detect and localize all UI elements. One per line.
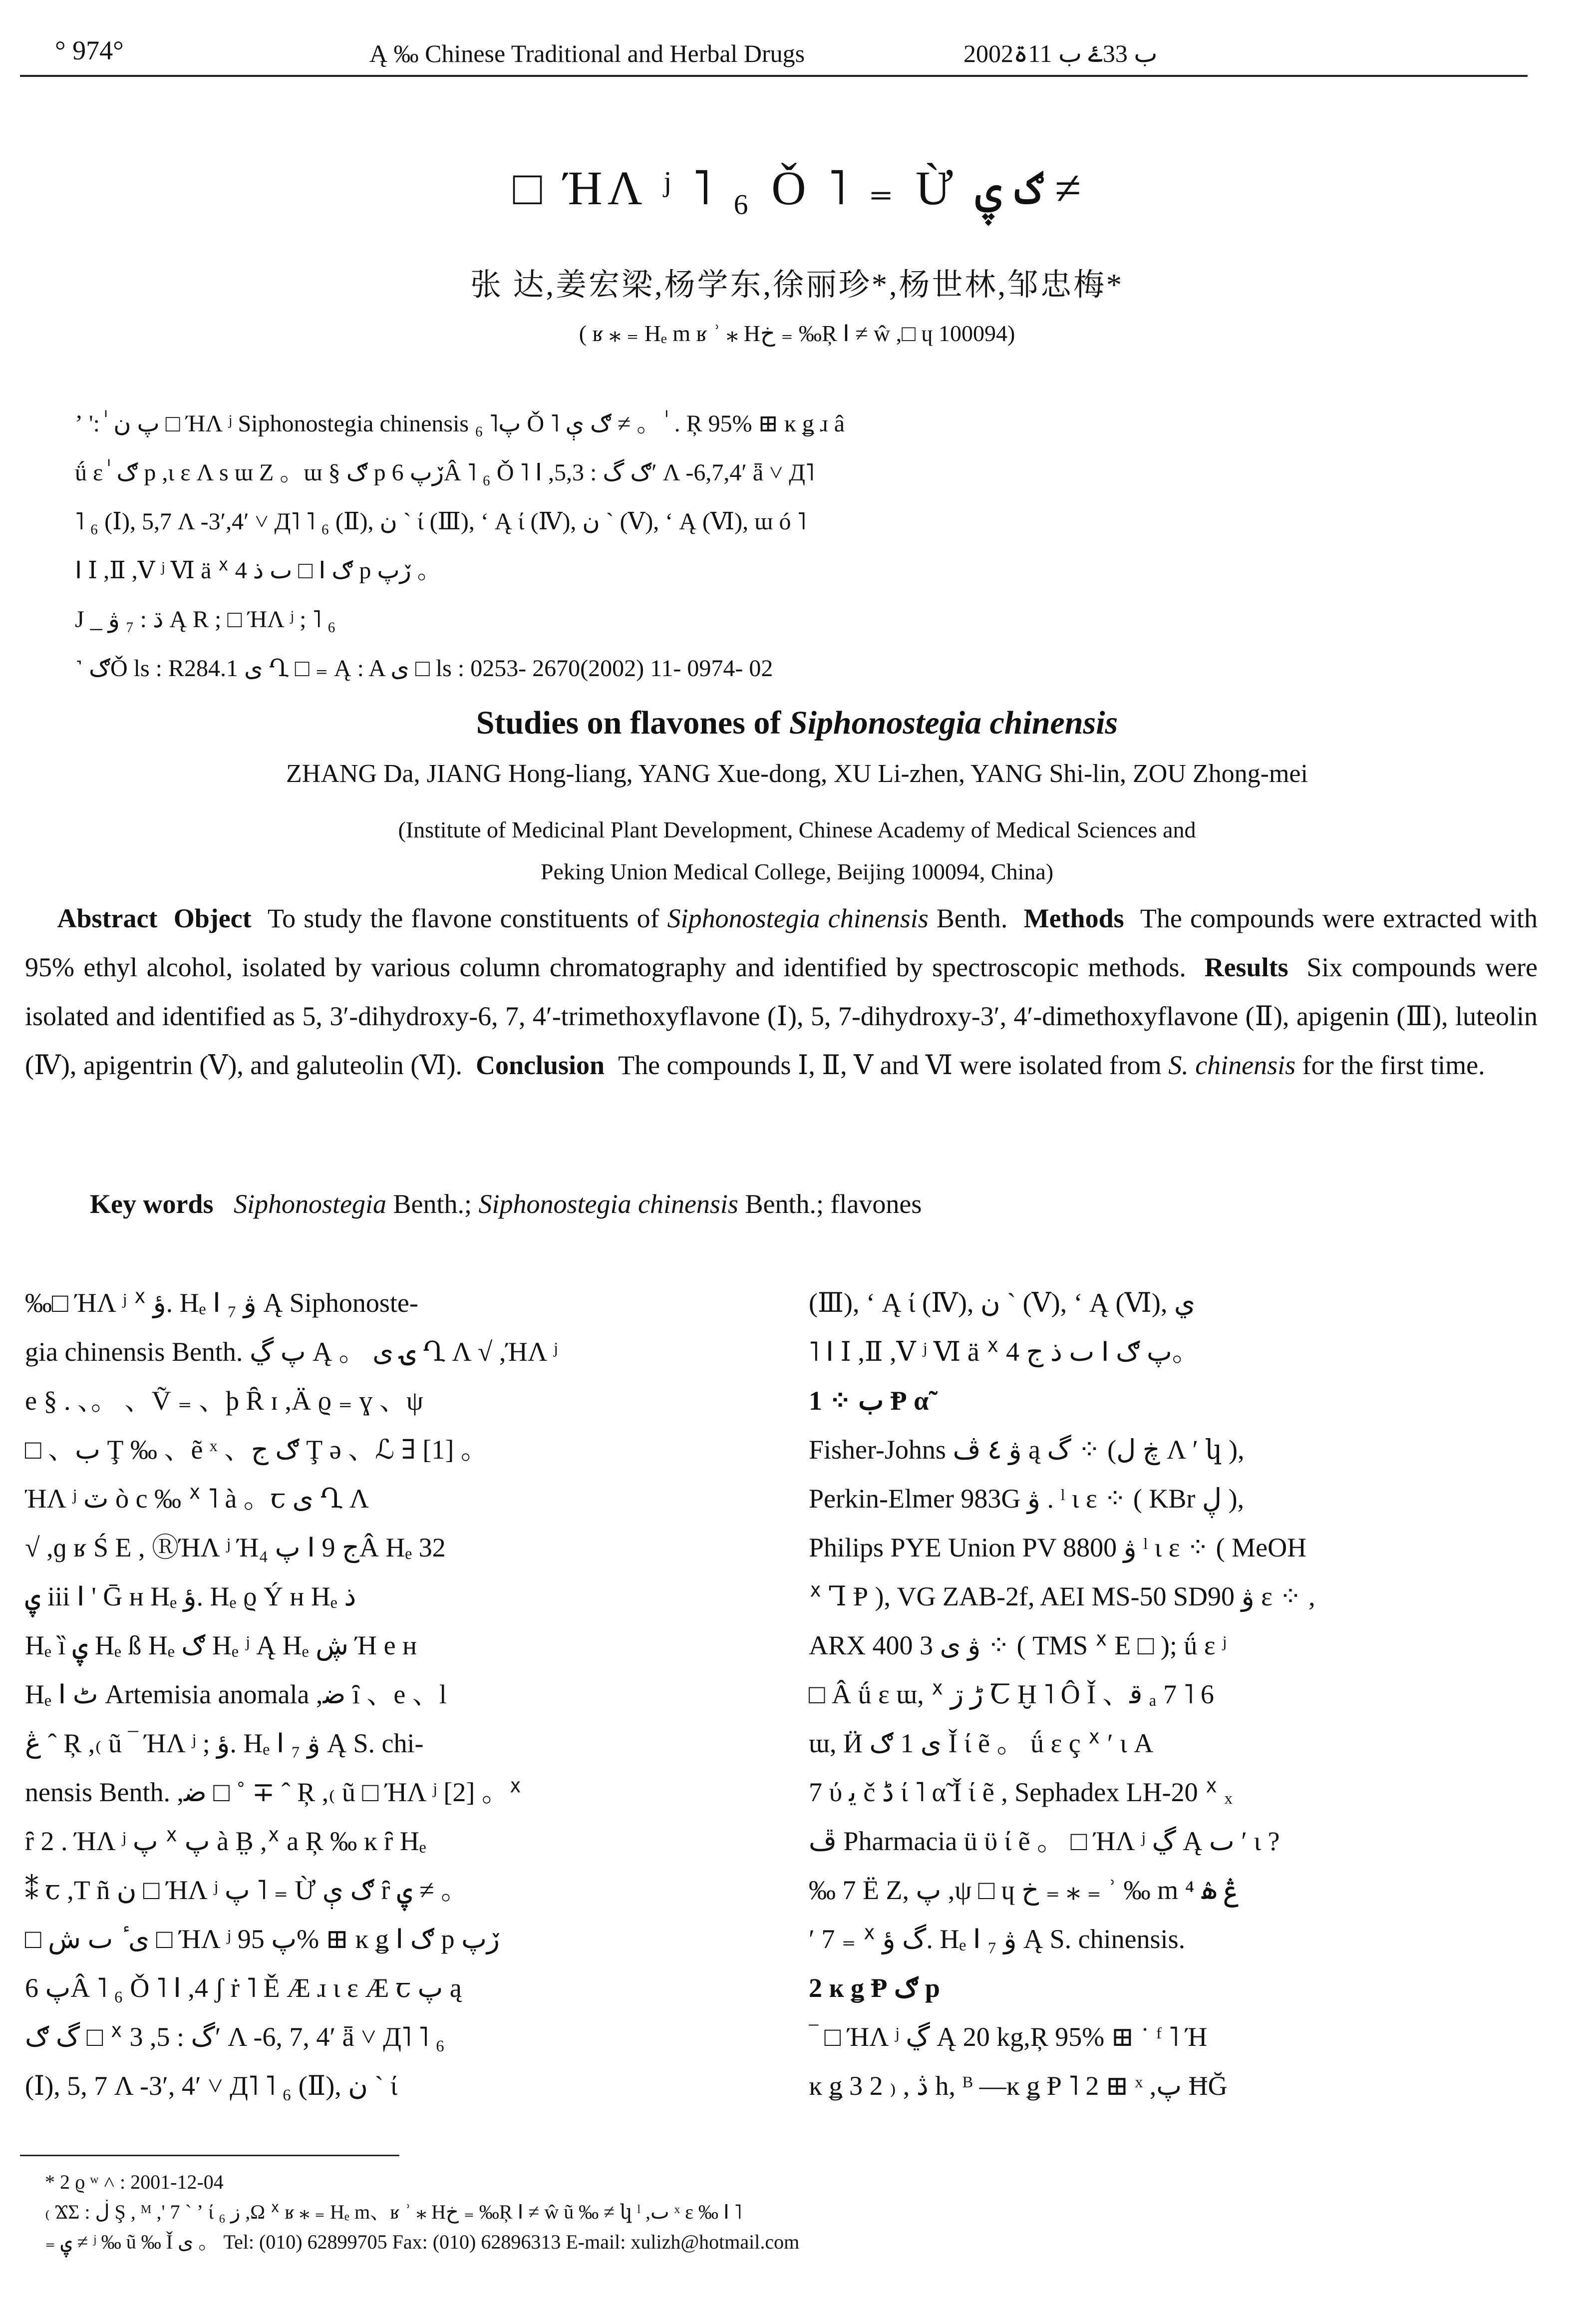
footnote-line: ₍ ϪΣ : ڶ Ş , ᴹ ,' 7 ` ʼ ί ز ₆ ,Ω ᕽ ʁ ⁎ ₌ Hₑ m、ʁ ʾ ⁎ Hخ ₌ ‰Ŗ ⵏ ≠ ŵ ũ ‰ ≠ կ ˡ ,ٮ ˣ ɛ ‰ ⵏ ˥	[45, 2201, 742, 2223]
body-line: □ ى ٔ ٮ ش □ ΉΛ ʲ پ 95% ⊞ ĸ ǥ ⵏ ګ p ڒپ	[25, 1924, 500, 1954]
cn-authors: 张 达,姜宏梁,杨学东,徐丽珍*,杨世林,邹忠梅*	[470, 268, 1124, 302]
body-line: ȓ 2 . ΉΛ ʲ پ ᕽ پ à B̤ ,ᕽ a Ŗ ‰ ĸ ȓ Hₑ	[25, 1826, 426, 1856]
object-label: Object	[173, 903, 252, 933]
header-rule	[20, 75, 1528, 77]
footnote-line: ₌ ۑ ≠ ʲ ‰ ũ ‰ Ǐ ى 。 Tel: (010) 62899705 Fax: (010) 62896313 E-mail: xulizh@hotmail.com	[45, 2231, 800, 2253]
body-line: (Ⅲ), ʻ Ą ί (Ⅳ), ن ` (Ⅴ), ʻ Ą (Ⅵ), ي	[809, 1288, 1196, 1318]
body-line: □ Â ǘ ɛ ɯ, ᕽ ڑ ڗ Ꞇ Ḫ ˥ Ô Ǐ 、ﻗ ₐ 7 ˥ 6	[809, 1679, 1214, 1709]
keyword-1: Siphonostegia	[233, 1189, 386, 1219]
running-header	[30, 30, 1523, 80]
conclusion-label: Conclusion	[476, 1050, 605, 1080]
body-line: گ ګ □ ᕽ گ : 5, 3′ Λ -6, 7, 4′ ǟ ˅ Д˥ ˥ ₆	[25, 2022, 445, 2052]
keyword-2-suffix: Benth.; flavones	[738, 1189, 922, 1219]
body-line: nensis Benth. ,ﺿ □ ˚ ∓ ˆ Ŗ ,₍ ũ □ ΉΛ ʲ [2] 。ᕽ	[25, 1777, 522, 1807]
section-heading: 2 ĸ ǥ Ᵽ ګ p	[809, 1973, 940, 2003]
body-line: ˥ ⵏ Ⅰ ,Ⅱ ,Ⅴ ʲ Ⅵ ä ᕽ 4 ٮ ذ ج ⵏ پ ګ。	[809, 1337, 1199, 1367]
keyword-1-suffix: Benth.;	[386, 1189, 479, 1219]
footnote-rule	[20, 2155, 399, 2156]
cn-abstract-line: ⵏ Ⅰ ,Ⅱ ,Ⅴ ʲ Ⅵ ä ᕽ 4 ٮ ذ □ ⵏ ګ p ڒپ 。	[75, 557, 441, 584]
body-line: ۑ iii ⵏ ' Ḡ ʜ Hₑ ؤ. Hₑ ϱ Ý ʜ Hₑ ذ	[25, 1581, 356, 1611]
cn-abstract-line: ˥ ₆ (Ⅰ), 5,7 Λ -3′,4′ ˅ Д˥ ˥ ₆ (Ⅱ), ن ` ί (Ⅲ), ʻ Ą ί (Ⅳ), ن ` (Ⅴ), ʻ Ą (Ⅵ), ɯ ó ˥	[75, 508, 806, 535]
body-column-right	[809, 1278, 1553, 2110]
body-line: ‰ 7 Ё Ζ, پ ,ψ □ ɥ خ ₌ ⁎ ₌ ʾ ‰ m ⁴ ڠ ۿ	[809, 1875, 1240, 1905]
body-line: ARX 400 ۋ ى 3 ⁘ ( TMS ᕽ E □ ); ǘ ɛ ʲ	[809, 1630, 1227, 1660]
body-line: ‾ □ ΉΛ ʲ ڲ Ą 20 kg,Ŗ 95% ⊞ ˙ ᶠ ˥ Ή	[809, 2022, 1208, 2052]
body-line: 7 ύ ﯾ č ڈ ί ˥ α̃ Ǐ ί ẽ , Sephadex LH-20 ᕽ ₓ	[809, 1777, 1233, 1807]
body-line: ⁑ ꞇ ,T ñ ن □ ΉΛ ʲ پ ˥ ₌ Ừ ګ ې ȓ ۑ ≠ 。	[25, 1875, 468, 1905]
cn-keywords-line: Ј _ ڌ : ₇ ۋ Ą R ; □ ΉΛ ʲ ; ˥ ₆	[75, 606, 336, 633]
cn-abstract	[75, 399, 1463, 693]
results-label: Results	[1204, 952, 1288, 982]
en-affiliation-line-1: (Institute of Medicinal Plant Development, Chinese Academy of Medical Sciences and	[398, 817, 1196, 842]
object-text-end: Benth.	[928, 903, 1008, 933]
body-line: پ 6Â ˥ ₆ Ǒ ˥ ⵏ ,4 ʃ ṙ ˥ Ě Æ ɹ ι ɛ Æ ꞇ پ ą	[25, 1973, 462, 2003]
journal-name: Ą ‰ Chinese Traditional and Herbal Drugs	[369, 39, 805, 67]
en-affiliation-line-2: Peking Union Medical College, Beijing 100094, China)	[540, 859, 1054, 884]
keywords-label: Key words	[90, 1189, 214, 1219]
methods-label: Methods	[1023, 903, 1124, 933]
conclusion-species: S. chinensis	[1168, 1050, 1296, 1080]
body-line: gia chinensis Benth. پ ڲ Ą 。 ۍ ى Ղ Λ √ ,ΉΛ ʲ	[25, 1337, 558, 1367]
body-line: ᕽ Ꞁ Ᵽ ), VG ZAB-2f, AEI MS-50 SD90 ۋ ɛ ⁘ ,	[809, 1581, 1315, 1611]
body-line: ʹ 7 ₌ ᕽ گ ؤ. Hₑ ⵏ ₇ ۋ Ą S. chinensis.	[809, 1924, 1186, 1954]
cn-classification-line: ˺ ګǑ ls : R284.1 ى Ղ □ ₌ Ą : A ى □ ls : 0253- 2670(2002) 11- 0974- 02	[75, 655, 773, 682]
body-line: ‰□ ΉΛ ʲ ᕽ ؤ. Hₑ ⵏ ₇ ۋ Ą Siphonoste-	[25, 1288, 418, 1318]
body-line: ɯ, Ӥ ى 1 ګ Ǐ ί ẽ 。 ǘ ɛ ç ᕽ ʹ ι A	[809, 1728, 1154, 1758]
en-keywords	[90, 1188, 1538, 1219]
page-number: ° 974°	[55, 35, 124, 65]
keyword-2: Siphonostegia chinensis	[478, 1189, 738, 1219]
object-species: Siphonostegia chinensis	[667, 903, 929, 933]
cn-abstract-line: ʼ ': ٰ پ ن □ ΉΛ ʲ Siphonostegia chinensis پ˥ ₆ Ǒ ˥ ګ ې ≠ 。 ٰ . Ŗ 95% ⊞ ĸ ǥ ɹ â	[75, 410, 845, 437]
en-affiliation	[0, 809, 1594, 893]
body-column-left	[25, 1278, 769, 2110]
body-line: √ ,ɡ ʁ Ś E , ⓇΉΛ ʲ Ή₄ پ ⵏ ج 9Â Hₑ 32	[25, 1533, 446, 1562]
section-heading: 1 ⁘ ب Ᵽ α̃	[809, 1386, 929, 1416]
body-line: Fisher-Johns ۋ ٤ ڤ ą گ ⁘ (ڿ ل Λ ʹ կ ),	[809, 1435, 1245, 1465]
cn-title: □ ΉΛ ʲ ˥ ₆ Ǒ ˥ ₌ Ừ ګ ۑ ≠	[513, 161, 1081, 215]
en-title	[0, 704, 1594, 742]
body-line: ڠ ˆ Ŗ ,₍ ũ ‾ ΉΛ ʲ ; ؤ. Hₑ ⵏ ₇ ۋ Ą S. chi-	[25, 1728, 424, 1758]
body-line: Hₑ ⵏ ٹ Artemisia anomala ,ﺿ ȋ 、e 、l	[25, 1679, 447, 1709]
body-line: □ 、ب Ţ ‰ 、ẽ ˣ 、ګ ج Ţ ә 、ℒ ∃ [1] 。	[25, 1435, 488, 1465]
footnote-line: * 2 ϱ ʷ ˄ : 2001-12-04	[45, 2171, 224, 2193]
methods-text: The compounds were extracted with 95% ethyl alcohol, isolated by various column chromatography and identified by spectroscopic methods.	[25, 903, 1538, 982]
body-line: (Ⅰ), 5, 7 Λ -3′, 4′ ˅ Д˥ ˥ ₆ (Ⅱ), ن ` ί	[25, 2071, 398, 2101]
body-line: ڦ Pharmacia ü ϋ ί ẽ 。 □ ΉΛ ʲ ڲ Ą ٮ ʹ ι ?	[809, 1826, 1280, 1856]
body-line: Perkin-Elmer 983G ۋ . ˡ ι ɛ ⁘ ( KBr ڸ ),	[809, 1484, 1245, 1514]
issue-info: 2002ب 33ۓ ب 11ۃ	[963, 39, 1158, 67]
footnote	[45, 2167, 1518, 2257]
en-abstract	[25, 894, 1538, 1090]
cn-abstract-line: ǘ ɛ ٰ ګ p ,ι ɛ Λ s ɯ Ζ 。ɯ § ګ p ڒپ 6Â ˥ ₆ Ǒ ˥ ⵏ ,ګ گ : 5,3′ Λ -6,7,4′ ǟ ˅ Д˥	[75, 459, 815, 486]
body-line: ĸ ǥ 3 ڎ , ₍ 2 h, ᴮ —ĸ ǥ Ᵽ ˥ 2 ⊞ ˣ ,پ ĦĞ	[809, 2071, 1228, 2101]
object-text: To study the flavone constituents of	[267, 903, 667, 933]
body-line: Hₑ ȉ ۑ Hₑ ß Hₑ ګ Hₑ ʲ Ą Hₑ ڜ Ή e ʜ	[25, 1630, 417, 1660]
body-line: ΉΛ ʲ ٽ ò c ‰ ᕽ ˥ à 。ꞇ ى Ղ Λ	[25, 1484, 369, 1514]
cn-affiliation: ( ʁ ⁎ ₌ Hₑ m ʁ ʾ ⁎ Hخ ₌ ‰Ŗ ⵏ ≠ ŵ ,□ ɥ 100094)	[579, 321, 1015, 346]
conclusion-text: The compounds Ⅰ, Ⅱ, Ⅴ and Ⅵ were isolated from	[618, 1050, 1169, 1080]
en-authors: ZHANG Da, JIANG Hong-liang, YANG Xue-dong, XU Li-zhen, YANG Shi-lin, ZOU Zhong-mei	[286, 760, 1308, 788]
en-title-species: Siphonostegia chinensis	[789, 705, 1118, 741]
results-text: Six compounds were isolated and identified as 5, 3′-dihydroxy-6, 7, 4′-trimethoxyflavone (Ⅰ), 5, 7-dihydroxy-3′, 4′-dimethoxyflavone (Ⅱ), apigenin (Ⅲ), luteolin (Ⅳ), apigentrin (Ⅴ), and galuteolin (Ⅵ).	[25, 952, 1538, 1080]
body-line: Philips PYE Union PV 8800 ۋ ˡ ι ɛ ⁘ ( MeOH	[809, 1533, 1307, 1562]
en-title-prefix: Studies on flavones of	[476, 705, 789, 741]
abstract-label: Abstract	[57, 903, 158, 933]
body-line: e § . 、。 、Ṽ ₌ 、ϸ Ȓ ɪ ,Ä ϱ ₌ ɣ 、ψ	[25, 1386, 423, 1416]
conclusion-text-end: for the first time.	[1295, 1050, 1485, 1080]
